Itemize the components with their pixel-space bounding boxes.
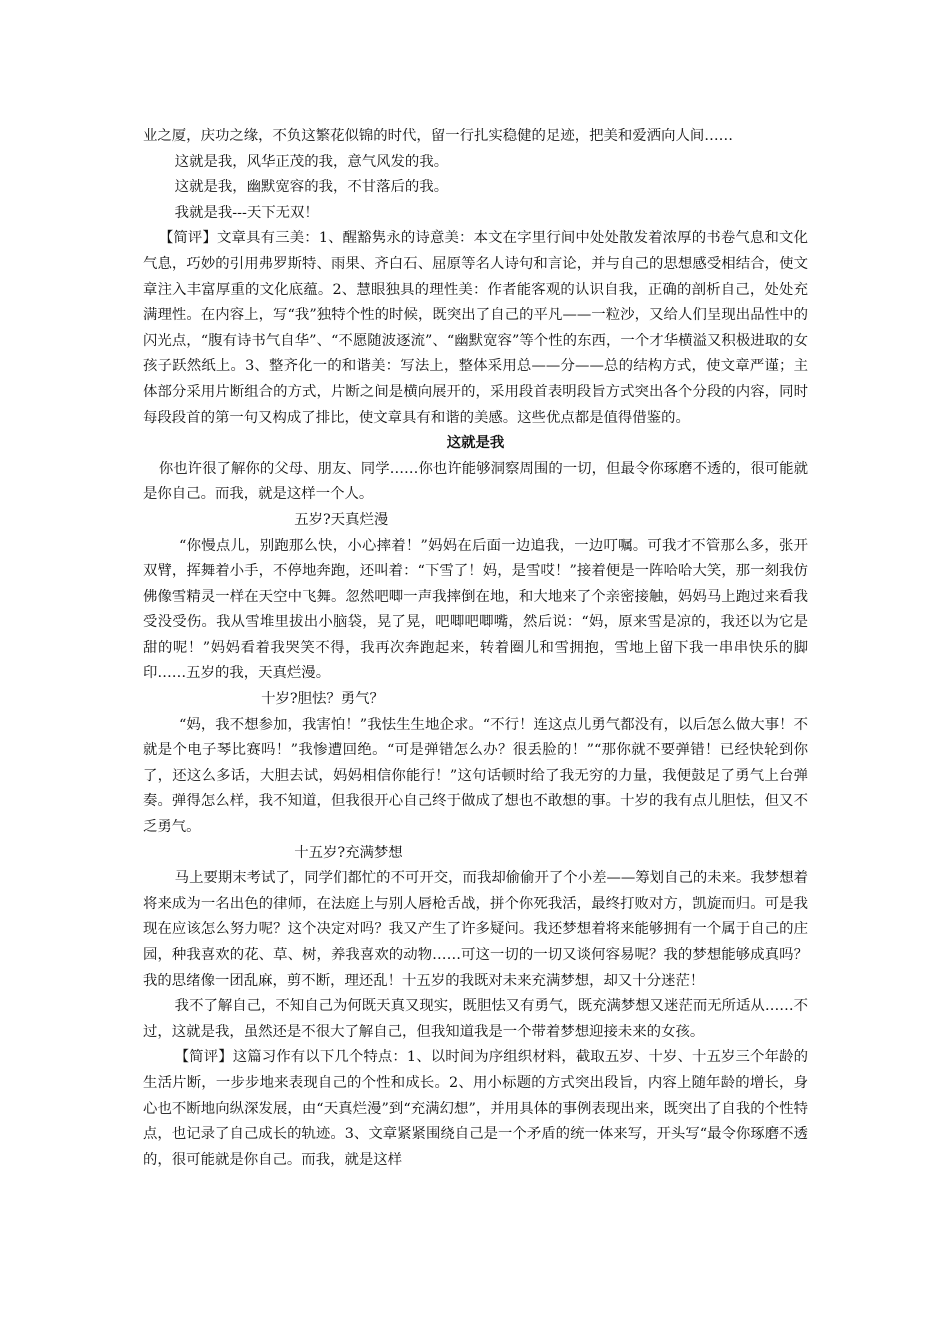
document-page [143,124,808,1173]
paragraph-age-five: “你慢点儿，别跑那么快，小心摔着！”妈妈在后面一边追我，一边叮嘱。可我才不管那么多，张开双臂，挥舞着小手，不停地奔跑，还叫着：“下雪了！妈，是雪哎！”接着便是一阵哈哈大笑，那一刻我仿佛像雪精灵一样在天空中飞舞。忽然吧唧一声我摔倒在地，和大地来了个亲密接触，妈妈马上跑过来看我受没受伤。我从雪堆里拔出小脑袋，晃了晃，吧唧吧唧嘴，然后说：“妈，原来雪是凉的，我还以为它是甜的呢！”妈妈看着我哭笑不得，我再次奔跑起来，转着圈儿和雪拥抱，雪地上留下我一串串快乐的脚印……五岁的我，天真烂漫。 [143,537,808,682]
commentary-paragraph-1: 【简评】文章具有三美：1、醒豁隽永的诗意美：本文在字里行间中处处散发着浓厚的书卷气息和文化气息，巧妙的引用弗罗斯特、雨果、齐白石、屈原等名人诗句和言论，并与自己的思想感受相结合，使文章注入丰富厚重的文化底蕴。2、慧眼独具的理性美：作者能客观的认识自我，正确的剖析自己，处处充满理性。在内容上，写“我”独特个性的时候，既突出了自己的平凡——一粒沙，又给人们呈现出品性中的闪光点，“腹有诗书气自华”、“不愿随波逐流”、“幽默宽容”等个性的东西，一个才华横溢又积极进取的女孩子跃然纸上。3、整齐化一的和谐美：写法上，整体采用总——分——总的结构方式，使文章严谨；主体部分采用片断组合的方式，片断之间是横向展开的，采用段首表明段旨方式突出各个分段的内容，同时每段段首的第一句又构成了排比，使文章具有和谐的美感。这些优点都是值得借鉴的。 [143,230,808,426]
paragraph-age-fifteen: 马上要期末考试了，同学们都忙的不可开交，而我却偷偷开了个小差——筹划自己的未来。我梦想着将来成为一名出色的律师，在法庭上与别人唇枪舌战，拼个你死我活，最终打败对方，凯旋而归。可是我现在应该怎么努力呢？这个决定对吗？我又产生了许多疑问。我还梦想着将来能够拥有一个属于自己的庄园，种我喜欢的花、草、树，养我喜欢的动物……可这一切的一切又谈何容易呢？我的梦想能够成真吗？我的思绪像一团乱麻，剪不断，理还乱！十五岁的我既对未来充满梦想，却又十分迷茫！ [143,870,808,989]
paragraph-this-is-me-1: 这就是我，风华正茂的我，意气风发的我。 [174,153,449,170]
paragraph-age-ten: “妈，我不想参加，我害怕！”我怯生生地企求。“不行！连这点儿勇气都没有，以后怎么做大事！不就是个电子琴比赛吗！”我惨遭回绝。“可是弹错怎么办？很丢脸的！”“那你就不要弹错！已经快轮到你了，还这么多话，大胆去试，妈妈相信你能行！”这句话顿时给了我无穷的力量，我便鼓足了勇气上台弹奏。弹得怎么样，我不知道，但我很开心自己终于做成了想也不敢想的事。十岁的我有点儿胆怯，但又不乏勇气。 [143,716,808,836]
commentary-paragraph-2: 【简评】这篇习作有以下几个特点：1、以时间为序组织材料，截取五岁、十岁、十五岁三个年龄的生活片断，一步步地来表现自己的个性和成长。2、用小标题的方式突出段旨，内容上随年龄的增长，身心也不断地向纵深发展，由“天真烂漫”到“充满幻想”，并用具体的事例表现出来，既突出了自我的个性特点，也记录了自己成长的轨迹。3、文章紧紧围绕自己是一个矛盾的统一体来写，开头写“最令你琢磨不透的，很可能就是你自己。而我，就是这样 [143,1049,808,1168]
subtitle-age-ten: 十岁?胆怯？勇气？ [261,691,384,708]
intro-paragraph: 你也许很了解你的父母、朋友、同学……你也许能够洞察周围的一切，但最令你琢磨不透的，很可能就是你自己。而我，就是这样一个人。 [143,460,808,503]
paragraph-conclusion: 我不了解自己，不知自己为何既天真又现实，既胆怯又有勇气，既充满梦想又迷茫而无所适从……不过，这就是我，虽然还是不很大了解自己，但我知道我是一个带着梦想迎接未来的女孩。 [143,998,808,1040]
paragraph-i-am-me: 我就是我---天下无双！ [174,204,319,221]
paragraph-this-is-me-2: 这就是我，幽默宽容的我，不甘落后的我。 [174,179,449,196]
paragraph-continuation: 业之厦，庆功之缘，不负这繁花似锦的时代，留一行扎实稳健的足迹，把美和爱洒向人间…… [143,128,734,144]
subtitle-age-five: 五岁?天真烂漫 [294,511,389,528]
subtitle-age-fifteen: 十五岁?充满梦想 [294,844,403,861]
article-title: 这就是我 [446,435,505,452]
